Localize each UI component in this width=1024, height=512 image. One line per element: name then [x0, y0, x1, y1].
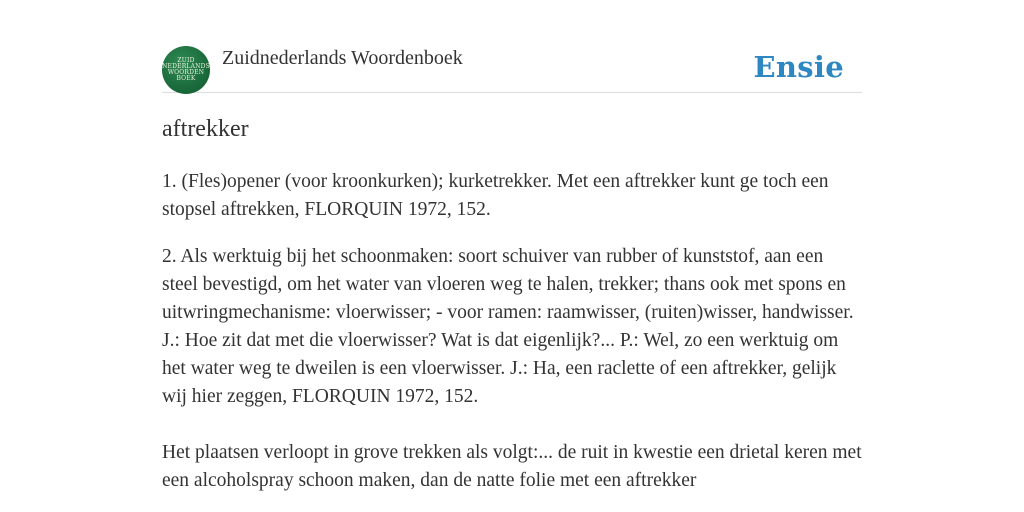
site-title[interactable]: Zuidnederlands Woordenboek [222, 47, 463, 69]
logo-line-3: WOORDEN [167, 69, 205, 76]
site-header [162, 46, 862, 93]
zuidnederlands-woordenboek-logo[interactable] [162, 46, 210, 94]
example-2: J.: Hoe zit dat met die vloerwisser? Wat is dat eigenlijk?... P.: Wel, zo een werktuig om het water weg te dweilen is een vloerwisser. J.: Ha, een raclette of een aftrekker, gelijk wij hier zeggen, FLORQUIN 1972, 152. [162, 330, 839, 407]
entry-headword: aftrekker [162, 116, 249, 142]
example-3: Het plaatsen verloopt in grove trekken als volgt:... de ruit in kwestie een drietal keren met een alcoholspray schoon maken, dan de natte folie met een aftrekker [162, 442, 862, 491]
logo-line-2: NEDERLANDS [162, 63, 210, 70]
logo-line-4: BOEK [176, 75, 196, 82]
definition-1: 1. (Fles)opener (voor kroonkurken); kurketrekker. Met een aftrekker kunt ge toch een stopsel aftrekken, FLORQUIN 1972, 152. [162, 171, 829, 220]
logo-line-1: ZUID [177, 57, 195, 64]
ensie-brand-logo[interactable]: Ensie [753, 50, 844, 84]
definition-2: 2. Als werktuig bij het schoonmaken: soort schuiver van rubber of kunststof, aan een steel bevestigd, om het water van vloeren weg te halen, trekker; thans ook met spons en uitwringmechanisme: vloerwisser; - voor ramen: raamwisser, (ruiten)wisser, handwisser. [162, 246, 854, 323]
entry-content [162, 168, 862, 512]
